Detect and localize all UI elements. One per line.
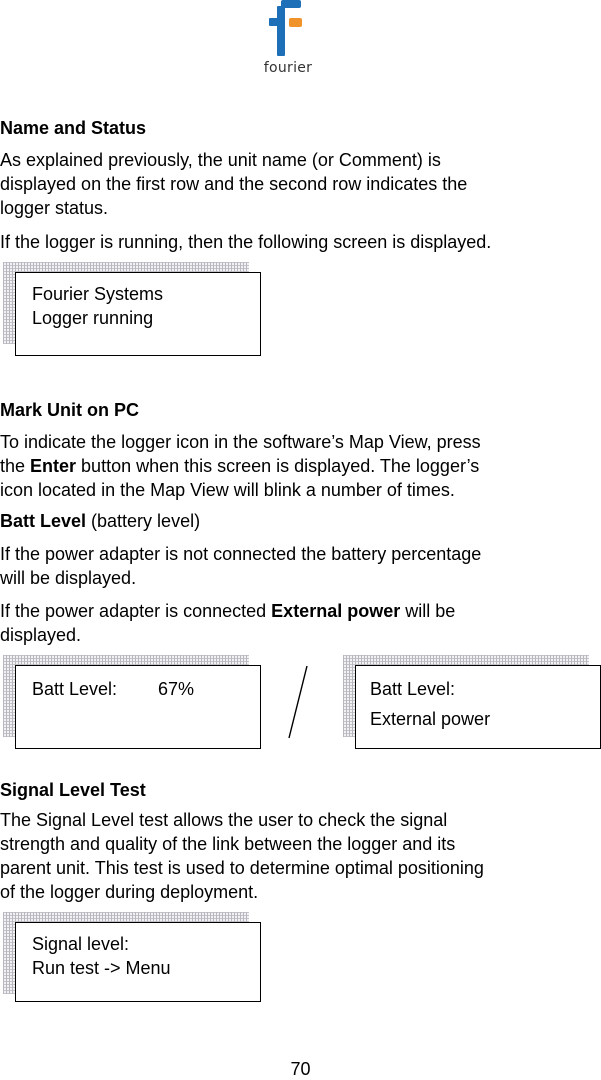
page-number: 70	[290, 1059, 311, 1079]
name-status-para-2: If the logger is running, then the following screen is displayed.	[0, 232, 492, 252]
mark-unit-line-1: To indicate the logger icon in the software’s Map View, press	[0, 432, 481, 452]
lcd-batt-label: Batt Level:	[32, 679, 118, 699]
name-status-line-1: As explained previously, the unit name (or Comment) is	[0, 150, 441, 170]
text-run: will be	[400, 601, 456, 621]
text-run: button when this screen is displayed. The logger’s	[76, 456, 480, 476]
mark-unit-line-3: icon located in the Map View will blink a number of times.	[0, 480, 455, 500]
logo-wordmark: fourier	[263, 60, 313, 76]
text-run: If the power adapter is connected	[0, 601, 272, 621]
lcd-line-2: Logger running	[32, 308, 154, 328]
logo-top-bar	[281, 0, 301, 8]
batt-level-line-1: If the power adapter is not connected the battery percentage	[0, 544, 482, 564]
heading-batt-level	[0, 509, 200, 533]
lcd-screen	[355, 665, 601, 749]
batt-level-line-2: will be displayed.	[0, 568, 137, 588]
external-power-label: External power	[271, 601, 401, 621]
lcd-line-1: Batt Level:	[370, 679, 456, 699]
heading-mark-unit: Mark Unit on PC	[0, 400, 140, 420]
signal-test-line-2: strength and quality of the link between the logger and its	[0, 834, 456, 854]
batt-level-line-3	[0, 599, 455, 623]
logo-left-bar	[269, 18, 280, 26]
lcd-line-2: External power	[370, 709, 491, 729]
name-status-line-3: logger status.	[0, 198, 109, 218]
lcd-screen	[15, 922, 261, 1002]
lcd-line-2: Run test -> Menu	[32, 958, 171, 978]
heading-signal-test: Signal Level Test	[0, 780, 146, 800]
signal-test-line-4: of the logger during deployment.	[0, 882, 259, 902]
lcd-screen	[15, 665, 261, 749]
signal-test-line-3: parent unit. This test is used to determine optimal positioning	[0, 858, 484, 878]
lcd-screen	[15, 272, 261, 356]
logo-orange-block	[289, 18, 302, 27]
signal-test-line-1: The Signal Level test allows the user to check the signal	[0, 810, 448, 830]
batt-level-subtitle: (battery level)	[86, 511, 201, 531]
enter-key-label: Enter	[30, 456, 77, 476]
lcd-line-1: Fourier Systems	[32, 284, 164, 304]
fourier-logo-mark-icon	[268, 0, 308, 58]
lcd-batt-value: 67%	[158, 679, 195, 699]
batt-level-title: Batt Level	[0, 511, 87, 531]
heading-name-status: Name and Status	[0, 118, 147, 138]
divider-slash-icon	[286, 664, 310, 740]
lcd-line-1: Signal level:	[32, 934, 130, 954]
fourier-logo	[258, 0, 318, 80]
text-run: the	[0, 456, 31, 476]
mark-unit-line-2	[0, 454, 479, 478]
batt-level-line-4: displayed.	[0, 625, 82, 645]
logo-stem	[277, 6, 285, 56]
name-status-line-2: displayed on the first row and the second row indicates the	[0, 174, 468, 194]
